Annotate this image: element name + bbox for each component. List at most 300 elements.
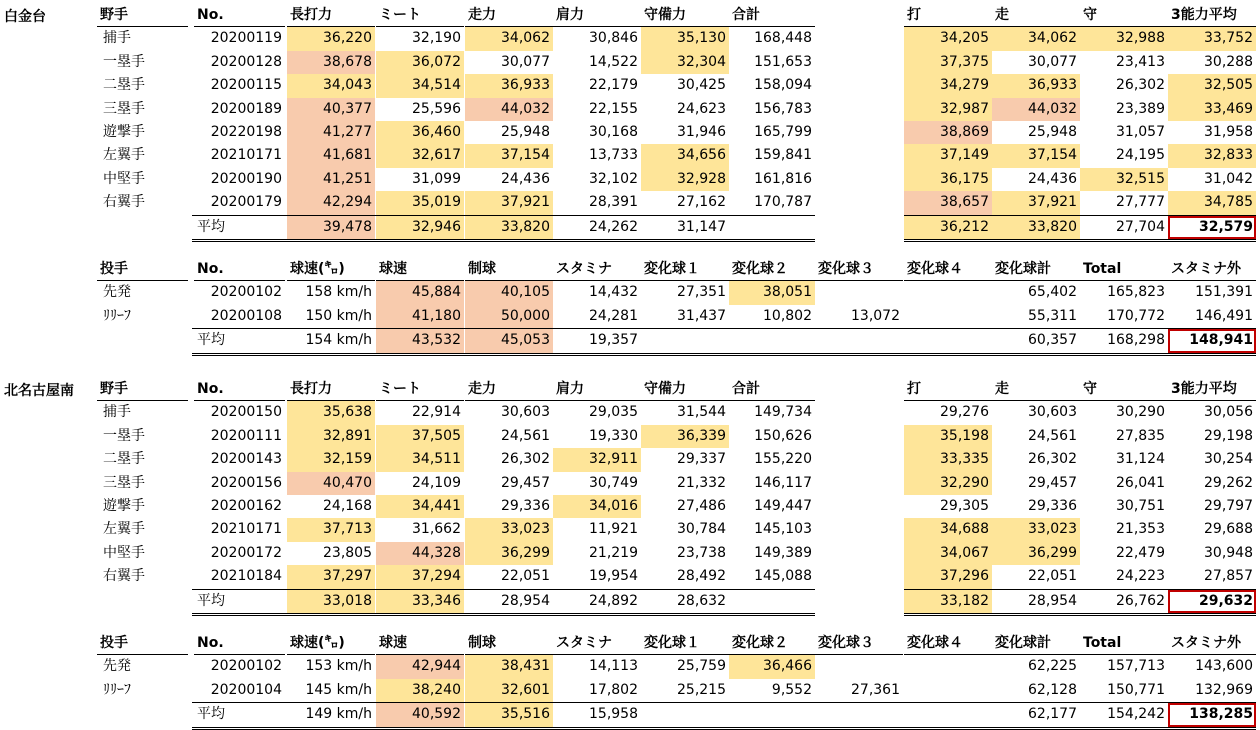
- column-header: Total: [1080, 258, 1168, 281]
- stat-cell: 29,457: [501, 474, 550, 491]
- batter-header-row: [0, 4, 1260, 27]
- column-header: 肩力: [553, 378, 641, 401]
- column-header: 野手: [97, 4, 188, 27]
- pitcher-header-row: [0, 258, 1260, 281]
- stat-cell: 143,600: [1195, 658, 1253, 675]
- stat-cell: 145,103: [754, 521, 812, 538]
- average-cell: 33,820: [992, 216, 1080, 239]
- stat-cell: 29,035: [589, 404, 638, 421]
- stat-cell: 34,279: [904, 74, 992, 97]
- average-cell: 40,592: [376, 703, 464, 726]
- stat-cell: 37,154: [465, 144, 553, 167]
- stat-cell: 146,117: [754, 474, 812, 491]
- stat-cell: 30,254: [1204, 451, 1253, 468]
- column-header: No.: [194, 378, 285, 401]
- column-header: スタミナ: [553, 258, 641, 281]
- column-header: 3能力平均: [1168, 4, 1256, 27]
- player-number: 20200179: [210, 194, 282, 211]
- stat-cell: 32,102: [589, 170, 638, 187]
- position-label: 右翼手: [103, 568, 145, 585]
- stat-cell: 153 km/h: [305, 658, 372, 675]
- stat-cell: 40,470: [287, 472, 375, 495]
- stat-cell: 32,601: [465, 679, 553, 702]
- column-header: 長打力: [287, 4, 375, 27]
- stat-cell: 33,335: [904, 448, 992, 471]
- table-row: [0, 472, 1260, 495]
- stat-cell: 32,290: [904, 472, 992, 495]
- average-cell: 19,357: [589, 332, 638, 349]
- stat-cell: 29,305: [940, 498, 989, 514]
- stat-cell: 27,486: [677, 498, 726, 514]
- stat-cell: 62,128: [1028, 681, 1077, 698]
- stat-cell: 32,617: [376, 144, 464, 167]
- stat-cell: 36,072: [376, 51, 464, 74]
- stat-cell: 170,787: [754, 194, 812, 211]
- stat-cell: 30,603: [501, 404, 550, 421]
- stat-cell: 37,921: [465, 191, 553, 214]
- stat-cell: 42,294: [287, 191, 375, 214]
- column-header: 変化球１: [641, 258, 729, 281]
- table-row: [0, 565, 1260, 588]
- stat-cell: 23,389: [1116, 100, 1165, 117]
- column-header: 変化球２: [729, 632, 815, 655]
- stat-cell: 33,023: [465, 518, 553, 541]
- stat-cell: 41,681: [287, 144, 375, 167]
- stat-cell: 155,220: [754, 451, 812, 468]
- stat-cell: 17,802: [589, 681, 638, 698]
- average-label: 平均: [197, 218, 225, 235]
- player-number: 20200102: [210, 658, 282, 675]
- position-label: 中堅手: [103, 544, 145, 561]
- stat-cell: 32,505: [1168, 74, 1256, 97]
- average-cell: 62,177: [1028, 706, 1077, 723]
- stat-cell: 37,713: [287, 518, 375, 541]
- stat-cell: 37,154: [992, 144, 1080, 167]
- table-row: [0, 542, 1260, 565]
- stat-cell: 25,596: [412, 100, 461, 117]
- position-label: 捕手: [103, 30, 131, 47]
- player-number: 20200104: [210, 681, 282, 698]
- stat-cell: 50,000: [465, 305, 553, 328]
- stat-cell: 35,638: [287, 401, 375, 424]
- average-label: 平均: [197, 332, 225, 349]
- position-label: 三塁手: [103, 474, 145, 491]
- stat-cell: 44,328: [376, 542, 464, 565]
- stat-cell: 30,077: [1028, 53, 1077, 70]
- stat-cell: 13,072: [851, 307, 900, 324]
- player-number: 20200190: [210, 170, 282, 187]
- stat-cell: 27,162: [677, 194, 726, 211]
- player-number: 20200119: [210, 30, 282, 47]
- column-header: スタミナ外: [1168, 258, 1256, 281]
- stat-cell: 22,479: [1116, 544, 1165, 561]
- average-cell: 28,632: [677, 592, 726, 609]
- stat-cell: 36,299: [465, 542, 553, 565]
- column-header: Total: [1080, 632, 1168, 655]
- stat-cell: 149,447: [754, 498, 812, 514]
- stat-cell: 34,656: [641, 144, 729, 167]
- average-cell: 36,212: [904, 216, 992, 239]
- stat-cell: 30,603: [1028, 404, 1077, 421]
- average-cell: 43,532: [376, 329, 464, 352]
- stat-cell: 35,198: [904, 425, 992, 448]
- stat-cell: 31,437: [677, 307, 726, 324]
- stat-cell: 32,891: [287, 425, 375, 448]
- rule-line: [192, 239, 815, 242]
- column-header: No.: [194, 4, 285, 27]
- stat-cell: 156,783: [754, 100, 812, 117]
- stat-cell: 29,336: [1028, 498, 1077, 514]
- stat-cell: 37,375: [904, 51, 992, 74]
- table-row: [0, 144, 1260, 167]
- stat-cell: 31,124: [1116, 451, 1165, 468]
- average-cell: 33,820: [465, 216, 553, 239]
- column-header: 球速(㌔): [287, 258, 375, 281]
- stat-cell: 24,195: [1116, 147, 1165, 164]
- average-row: [0, 329, 1260, 352]
- stat-cell: 24,436: [1028, 170, 1077, 187]
- stat-cell: 34,205: [904, 27, 992, 50]
- stat-cell: 29,457: [1028, 474, 1077, 491]
- table-row: [0, 74, 1260, 97]
- stat-cell: 32,833: [1168, 144, 1256, 167]
- stat-cell: 22,179: [589, 77, 638, 94]
- rule-line: [904, 239, 1256, 242]
- column-header: スタミナ: [553, 632, 641, 655]
- stat-cell: 21,353: [1116, 521, 1165, 538]
- average-cell: 149 km/h: [305, 706, 372, 723]
- average-cell: 33,018: [287, 590, 375, 613]
- stat-cell: 30,784: [677, 521, 726, 538]
- column-header: 制球: [465, 632, 553, 655]
- player-number: 20200150: [210, 404, 282, 421]
- average-cell: 28,954: [1028, 592, 1077, 609]
- stat-cell: 149,389: [754, 544, 812, 561]
- table-row: [0, 448, 1260, 471]
- stat-cell: 36,175: [904, 168, 992, 191]
- stat-cell: 25,759: [677, 658, 726, 675]
- stat-cell: 157,713: [1107, 658, 1165, 675]
- stat-cell: 41,277: [287, 121, 375, 144]
- average-cell: 33,346: [376, 590, 464, 613]
- position-label: 遊撃手: [103, 124, 145, 140]
- stat-cell: 38,431: [465, 655, 553, 678]
- stat-cell: 62,225: [1028, 658, 1077, 675]
- stat-cell: 38,657: [904, 191, 992, 214]
- stat-cell: 25,215: [677, 681, 726, 698]
- player-number: 20210171: [210, 147, 282, 164]
- stat-cell: 158,094: [754, 77, 812, 94]
- average-cell: 154 km/h: [305, 332, 372, 349]
- stat-cell: 34,688: [904, 518, 992, 541]
- average-cell: 39,478: [287, 216, 375, 239]
- stat-cell: 36,466: [729, 655, 815, 678]
- player-number: 20200172: [210, 544, 282, 561]
- stat-cell: 27,361: [851, 681, 900, 698]
- stat-cell: 146,491: [1195, 307, 1253, 324]
- stat-cell: 32,987: [904, 98, 992, 121]
- stat-cell: 44,032: [465, 98, 553, 121]
- stat-cell: 30,077: [501, 53, 550, 70]
- column-header: 肩力: [553, 4, 641, 27]
- stat-cell: 22,155: [589, 100, 638, 117]
- stat-cell: 19,954: [589, 568, 638, 585]
- position-label: 先発: [103, 284, 131, 301]
- stat-cell: 24,168: [323, 498, 372, 514]
- player-number: 20200189: [210, 100, 282, 117]
- stat-cell: 30,846: [589, 30, 638, 47]
- stat-cell: 29,797: [1204, 498, 1253, 514]
- stat-cell: 26,302: [1028, 451, 1077, 468]
- table-row: [0, 495, 1260, 518]
- position-label: 右翼手: [103, 194, 145, 211]
- average-cell: 33,182: [904, 590, 992, 613]
- position-label: 先発: [103, 658, 131, 675]
- position-label: 一塁手: [103, 427, 145, 444]
- column-header: No.: [194, 632, 285, 655]
- column-header: 長打力: [287, 378, 375, 401]
- highlighted-average: 32,579: [1168, 216, 1256, 239]
- stat-cell: 24,561: [501, 427, 550, 444]
- stat-cell: 35,019: [376, 191, 464, 214]
- stat-cell: 34,441: [376, 495, 464, 518]
- stat-cell: 13,733: [589, 147, 638, 164]
- highlighted-average: 148,941: [1168, 329, 1256, 352]
- column-header: 変化球２: [729, 258, 815, 281]
- column-header: 走: [992, 4, 1080, 27]
- stat-cell: 31,057: [1116, 124, 1165, 140]
- stat-cell: 24,436: [501, 170, 550, 187]
- stat-cell: 30,751: [1116, 498, 1165, 514]
- average-cell: 15,958: [589, 706, 638, 723]
- column-header: 守備力: [641, 4, 729, 27]
- position-label: 捕手: [103, 404, 131, 421]
- column-header: 投手: [97, 632, 188, 655]
- average-label: 平均: [197, 592, 225, 609]
- player-number: 20200111: [210, 427, 282, 444]
- average-cell: 35,516: [465, 703, 553, 726]
- stat-cell: 22,051: [501, 568, 550, 585]
- stat-cell: 32,911: [553, 448, 641, 471]
- stat-cell: 34,514: [376, 74, 464, 97]
- highlighted-average: 138,285: [1168, 703, 1256, 726]
- team-name: 白金台: [4, 9, 46, 25]
- stat-cell: 55,311: [1028, 307, 1077, 324]
- stat-cell: 22,051: [1028, 568, 1077, 585]
- stat-cell: 29,198: [1204, 427, 1253, 444]
- table-row: [0, 518, 1260, 541]
- stat-cell: 14,113: [589, 658, 638, 675]
- table-row: [0, 305, 1260, 328]
- player-number: 20200102: [210, 284, 282, 301]
- stat-cell: 36,220: [287, 27, 375, 50]
- position-label: 三塁手: [103, 100, 145, 117]
- column-header: 変化球計: [992, 632, 1080, 655]
- stat-cell: 30,948: [1204, 544, 1253, 561]
- table-row: [0, 191, 1260, 214]
- rule-line: [192, 353, 1256, 356]
- stat-cell: 40,105: [465, 281, 553, 304]
- column-header: 変化球４: [904, 632, 992, 655]
- position-label: 二塁手: [103, 451, 145, 468]
- position-label: 一塁手: [103, 53, 145, 70]
- stat-cell: 170,772: [1107, 307, 1165, 324]
- average-cell: 154,242: [1107, 706, 1165, 723]
- stat-cell: 34,062: [465, 27, 553, 50]
- stat-cell: 145,088: [754, 568, 812, 585]
- average-label: 平均: [197, 706, 225, 723]
- stat-cell: 30,288: [1204, 53, 1253, 70]
- stat-cell: 40,377: [287, 98, 375, 121]
- stat-cell: 33,752: [1168, 27, 1256, 50]
- stat-cell: 37,505: [376, 425, 464, 448]
- stat-cell: 35,130: [641, 27, 729, 50]
- rule-line: [192, 328, 1256, 329]
- column-header: ミート: [376, 378, 464, 401]
- player-number: 20200156: [210, 474, 282, 491]
- average-cell: 24,262: [589, 218, 638, 235]
- stat-cell: 158 km/h: [305, 284, 372, 301]
- stat-cell: 26,302: [501, 451, 550, 468]
- stat-cell: 32,190: [412, 30, 461, 47]
- stat-cell: 34,062: [992, 27, 1080, 50]
- column-header: 守: [1080, 4, 1168, 27]
- rule-line: [192, 215, 815, 216]
- column-header: No.: [194, 258, 285, 281]
- stat-cell: 33,023: [992, 518, 1080, 541]
- stat-cell: 38,678: [287, 51, 375, 74]
- stat-cell: 151,391: [1195, 284, 1253, 301]
- column-header: 走: [992, 378, 1080, 401]
- average-cell: 24,892: [589, 592, 638, 609]
- stat-cell: 27,835: [1116, 427, 1165, 444]
- stat-cell: 37,294: [376, 565, 464, 588]
- stat-cell: 34,016: [553, 495, 641, 518]
- player-number: 20200162: [210, 498, 282, 514]
- stat-cell: 23,805: [323, 544, 372, 561]
- stat-cell: 31,042: [1204, 170, 1253, 187]
- stat-cell: 149,734: [754, 404, 812, 421]
- stat-cell: 44,032: [992, 98, 1080, 121]
- stat-cell: 36,299: [992, 542, 1080, 565]
- stat-cell: 168,448: [754, 30, 812, 47]
- table-row: [0, 425, 1260, 448]
- stat-cell: 37,297: [287, 565, 375, 588]
- pitcher-header-row: [0, 632, 1260, 655]
- position-label: ﾘﾘｰﾌ: [103, 307, 131, 324]
- average-cell: 32,946: [376, 216, 464, 239]
- stat-cell: 24,561: [1028, 427, 1077, 444]
- stat-cell: 29,276: [940, 404, 989, 421]
- rule-line: [192, 727, 1256, 730]
- stat-cell: 37,296: [904, 565, 992, 588]
- column-header: 守: [1080, 378, 1168, 401]
- column-header: 変化球計: [992, 258, 1080, 281]
- stat-cell: 31,946: [677, 124, 726, 140]
- stat-cell: 132,969: [1195, 681, 1253, 698]
- position-label: ﾘﾘｰﾌ: [103, 681, 131, 698]
- position-label: 左翼手: [103, 521, 145, 538]
- team-name: 北名古屋南: [4, 383, 74, 399]
- stat-cell: 34,511: [376, 448, 464, 471]
- average-row: [0, 216, 1260, 239]
- stat-cell: 27,777: [1116, 194, 1165, 211]
- stat-cell: 36,933: [465, 74, 553, 97]
- stat-cell: 145 km/h: [305, 681, 372, 698]
- stat-cell: 150,771: [1107, 681, 1165, 698]
- table-row: [0, 98, 1260, 121]
- table-row: [0, 679, 1260, 702]
- stat-cell: 22,914: [412, 404, 461, 421]
- stat-cell: 165,823: [1107, 284, 1165, 301]
- average-row: [0, 590, 1260, 613]
- stat-cell: 37,921: [992, 191, 1080, 214]
- average-cell: 168,298: [1107, 332, 1165, 349]
- player-number: 20210184: [210, 568, 282, 585]
- column-header: 打: [904, 4, 992, 27]
- stat-cell: 30,749: [589, 474, 638, 491]
- average-cell: 26,762: [1116, 592, 1165, 609]
- stat-cell: 42,944: [376, 655, 464, 678]
- average-cell: 60,357: [1028, 332, 1077, 349]
- stat-cell: 30,168: [589, 124, 638, 140]
- stat-cell: 11,921: [589, 521, 638, 538]
- stat-cell: 45,884: [376, 281, 464, 304]
- column-header: 合計: [729, 378, 815, 401]
- table-row: [0, 168, 1260, 191]
- stat-cell: 30,056: [1204, 404, 1253, 421]
- stat-cell: 32,159: [287, 448, 375, 471]
- stat-cell: 29,337: [677, 451, 726, 468]
- stat-cell: 27,351: [677, 284, 726, 301]
- column-header: スタミナ外: [1168, 632, 1256, 655]
- player-number: 20200115: [210, 77, 282, 94]
- table-row: [0, 655, 1260, 678]
- stat-cell: 21,219: [589, 544, 638, 561]
- average-cell: 45,053: [465, 329, 553, 352]
- stat-cell: 25,948: [501, 124, 550, 140]
- table-row: [0, 281, 1260, 304]
- position-label: 二塁手: [103, 77, 145, 94]
- stat-cell: 25,948: [1028, 124, 1077, 140]
- stat-cell: 38,869: [904, 121, 992, 144]
- column-header: 球速: [376, 258, 464, 281]
- rule-line: [192, 589, 815, 590]
- stat-cell: 23,413: [1116, 53, 1165, 70]
- stat-cell: 29,262: [1204, 474, 1253, 491]
- table-row: [0, 401, 1260, 424]
- column-header: 投手: [97, 258, 188, 281]
- stat-cell: 32,515: [1080, 168, 1168, 191]
- column-header: 制球: [465, 258, 553, 281]
- column-header: 変化球３: [815, 632, 903, 655]
- highlighted-average: 29,632: [1168, 590, 1256, 613]
- stat-cell: 151,653: [754, 53, 812, 70]
- rule-line: [904, 613, 1256, 616]
- rule-line: [904, 589, 1256, 590]
- rule-line: [904, 215, 1256, 216]
- stat-cell: 29,688: [1204, 521, 1253, 538]
- stat-cell: 28,391: [589, 194, 638, 211]
- batter-header-row: [0, 378, 1260, 401]
- stat-cell: 150 km/h: [305, 307, 372, 324]
- column-header: 走力: [465, 378, 553, 401]
- position-label: 左翼手: [103, 147, 145, 164]
- average-row: [0, 703, 1260, 726]
- stat-cell: 41,180: [376, 305, 464, 328]
- rule-line: [192, 613, 815, 616]
- stat-cell: 24,223: [1116, 568, 1165, 585]
